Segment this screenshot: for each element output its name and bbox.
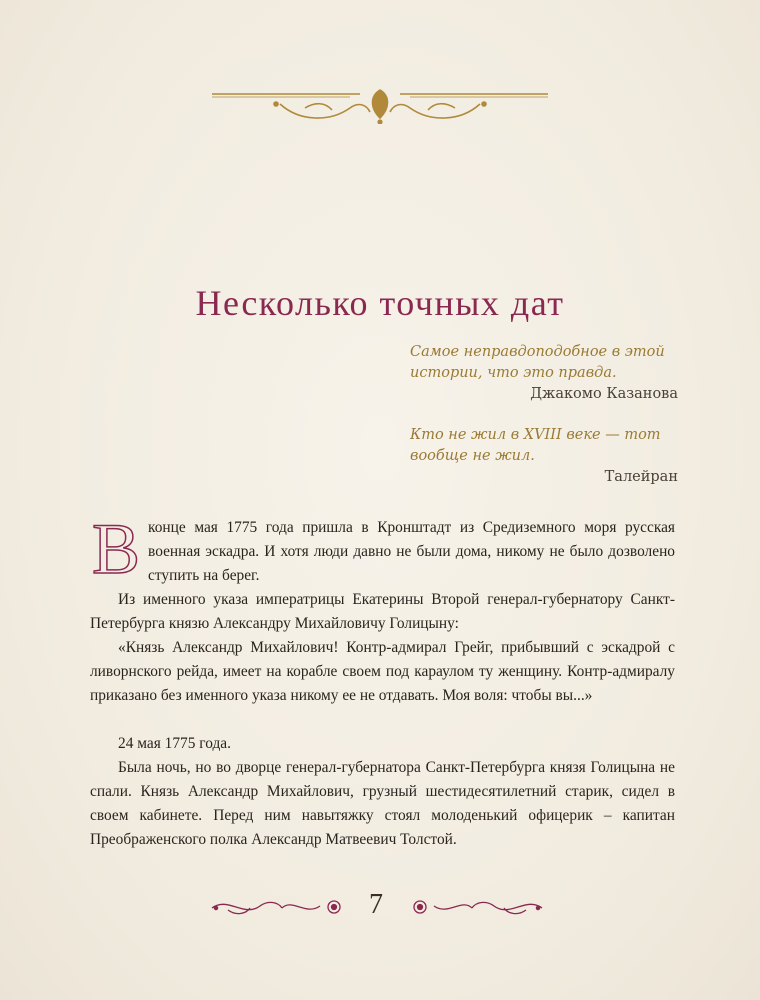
chapter-body xyxy=(90,509,675,852)
footer-ornament-right-icon xyxy=(406,892,546,922)
epigraph-casanova xyxy=(410,342,678,405)
footer-ornament-left-icon xyxy=(208,892,348,922)
chapter-title: Несколько точных дат xyxy=(195,283,565,323)
paragraph-text: конце мая 1775 года пришла в Кронштадт из Средиземного моря русская военная эскадра. И хотя люди давно не были дома, никому не было дозволено ступить на берег. xyxy=(148,519,675,584)
paragraph-2: Из именного указа императрицы Екатерины Второй генерал-губернатору Санкт-Петербурга князю Александру Михайловичу Голицыну: xyxy=(90,591,675,632)
paragraph-3: «Князь Александр Михайлович! Контр-адмирал Грейг, прибывший с эскадрой с ливорнского рейда, имеет на корабле своем под караулом ту женщину. Контр-адмиралу приказано без именного указа никому ее не отдавать. Моя воля: чтобы вы...» xyxy=(90,639,675,704)
paragraph-4: 24 мая 1775 года. xyxy=(118,735,231,752)
epigraph-author: Талейран xyxy=(604,469,678,485)
epigraph-line: Самое неправдоподобное в этой xyxy=(410,344,665,360)
epigraph-line: Кто не жил в XVIII веке — тот xyxy=(410,427,661,443)
paragraph-5: Была ночь, но во дворце генерал-губернатора Санкт-Петербурга князя Голицына не спали. Князь Александр Михайлович, грузный шестидесятилетний старик, сидел в своем кабинете. Перед ним навытяжку стоял молоденький офицерик – капитан Преображенского полка Александр Матвеевич Толстой. xyxy=(90,759,675,848)
paragraph-1 xyxy=(90,509,675,589)
drop-cap: В xyxy=(92,509,141,589)
top-ornament-icon xyxy=(210,82,550,124)
epigraph-author: Джакомо Казанова xyxy=(530,386,678,402)
page-number: 7 xyxy=(369,889,383,920)
epigraph-talleyrand xyxy=(410,425,678,488)
epigraph-line: вообще не жил. xyxy=(410,448,535,464)
epigraph-line: истории, что это правда. xyxy=(410,365,617,381)
epigraphs xyxy=(410,342,678,488)
